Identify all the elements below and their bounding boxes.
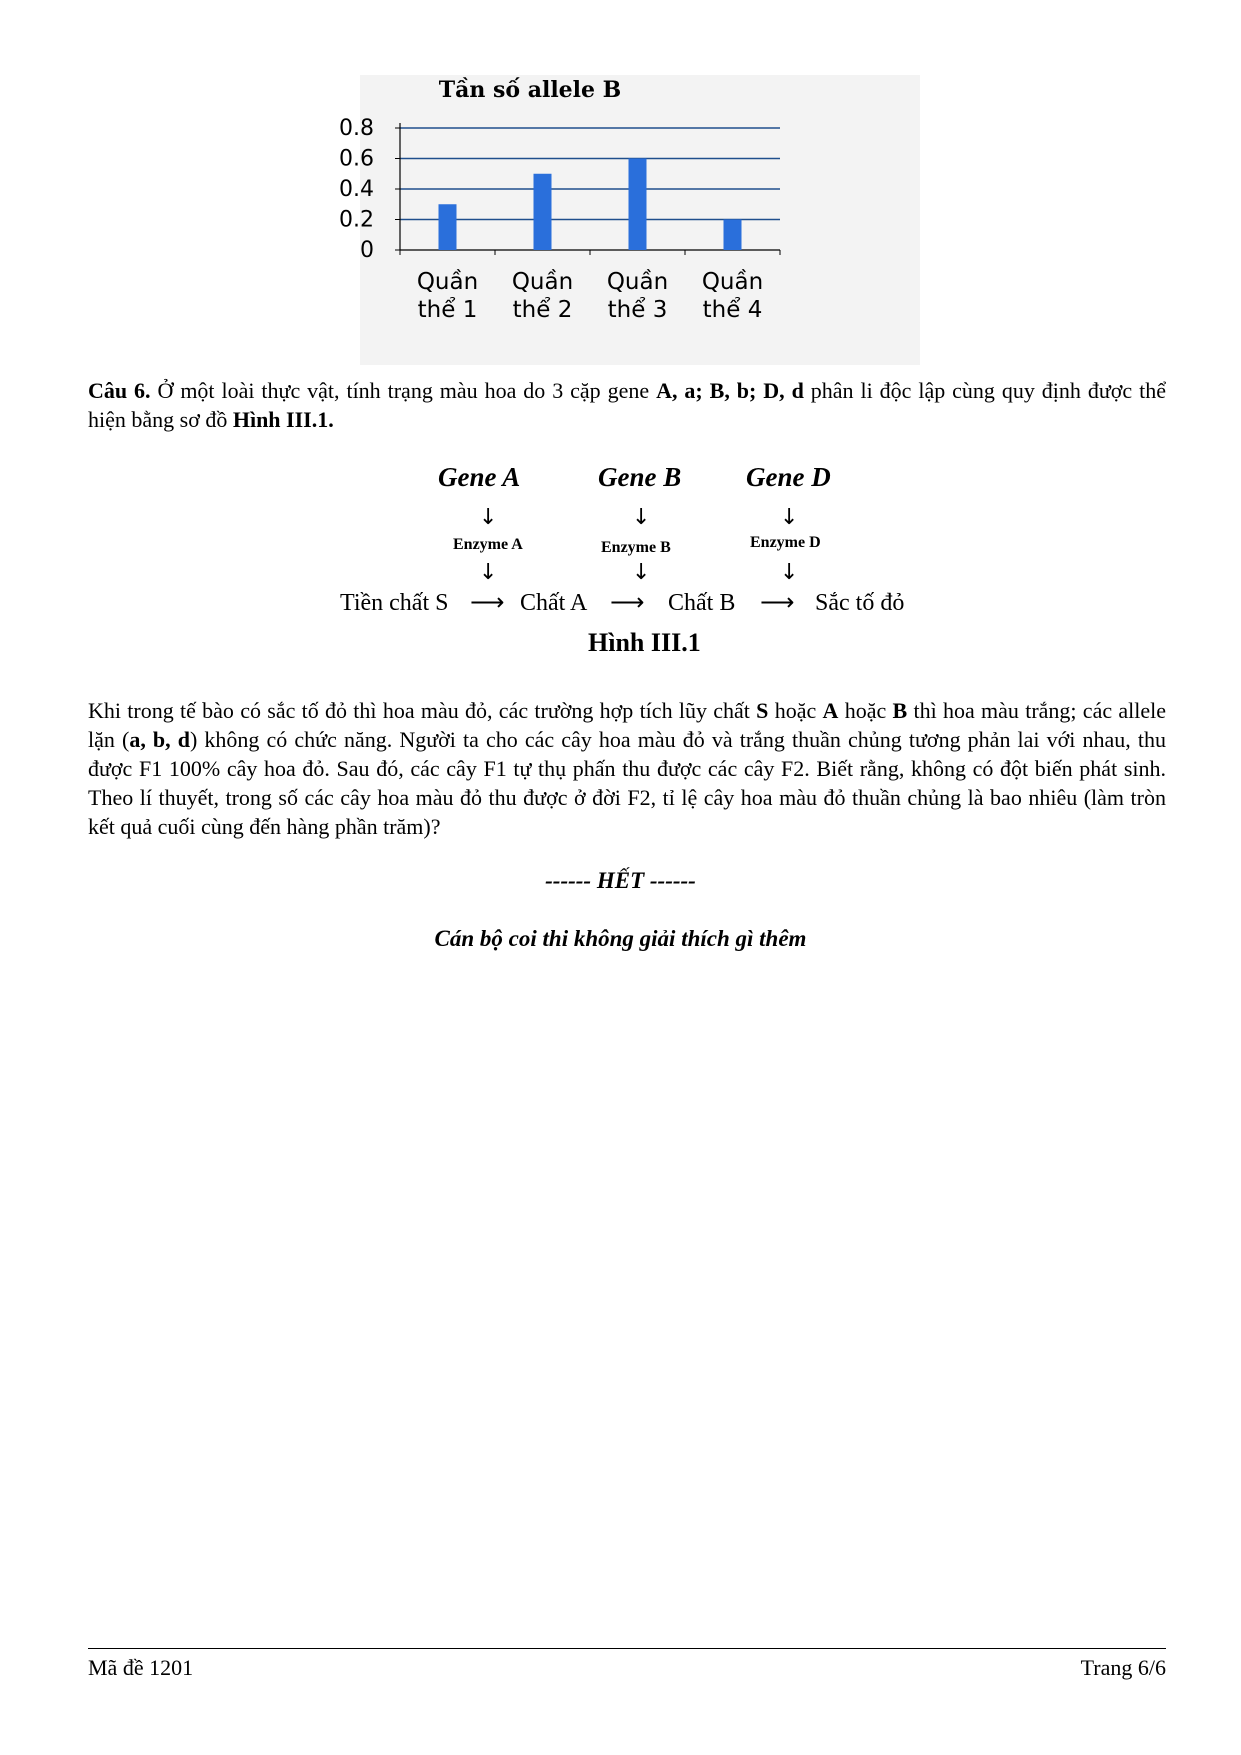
chart-svg: [339, 75, 920, 365]
pathway-diagram: [340, 462, 940, 667]
right-arrow-icon: ⟶: [610, 588, 645, 616]
question-text-2: phân li độc lập cùng quy định được thể hiện bằng sơ đồ: [88, 378, 1166, 432]
body-text-3: hoặc: [838, 698, 893, 723]
down-arrow-icon: ↓: [780, 560, 799, 585]
footer-divider: [88, 1648, 1166, 1649]
question-figure-ref: Hình III.1.: [232, 407, 334, 432]
y-tick-label: 0.2: [339, 207, 374, 233]
exam-code: Mã đề 1201: [88, 1655, 194, 1680]
y-tick-label: 0.6: [339, 146, 374, 172]
figure-caption: Hình III.1: [588, 628, 701, 657]
enzyme-a-label: Enzyme A: [453, 536, 523, 553]
y-tick-label: 0.8: [339, 116, 374, 141]
question-label: Câu 6.: [88, 378, 151, 403]
x-category-label: Quần: [701, 269, 764, 295]
question-text-1: Ở một loài thực vật, tính trạng màu hoa do 3 cặp gene: [150, 378, 657, 403]
body-a: A: [822, 698, 839, 723]
body-b: B: [892, 698, 908, 723]
body-text-4: thì hoa màu trắng; các allele lặn (: [88, 698, 1167, 752]
x-category-label: Quần: [606, 269, 669, 295]
red-pigment: Sắc tố đỏ: [815, 590, 905, 616]
question-genes: A, a; B, b; D, d: [656, 378, 804, 403]
down-arrow-icon: ↓: [479, 560, 498, 585]
down-arrow-icon: ↓: [780, 505, 799, 530]
allele-frequency-chart: [339, 75, 920, 365]
gene-d-label: Gene D: [746, 462, 831, 492]
x-category-label: Quần: [511, 269, 574, 295]
end-mark: ------ HẾT ------: [545, 868, 696, 893]
gene-a-label: Gene A: [438, 462, 521, 492]
question-body: [88, 696, 1166, 841]
bar: [629, 159, 647, 251]
down-arrow-icon: ↓: [632, 505, 651, 530]
x-category-label: thể 3: [607, 297, 668, 323]
question-6: [88, 376, 1166, 434]
body-text-5: ) không có chức năng. Người ta cho các cây hoa màu đỏ và trắng thuần chủng tương phản lai với nhau, thu được F1 100% cây hoa đỏ. Sau đó, các cây F1 tự thụ phấn thu được các cây F2. Biết rằng, không có đột biến phát sinh. Theo lí thuyết, trong số các cây hoa màu đỏ thu được ở đời F2, tỉ lệ cây hoa màu đỏ thuần chủng là bao nhiêu (làm tròn kết quả cuối cùng đến hàng phần trăm)?: [88, 727, 1166, 839]
bar: [439, 204, 457, 250]
chart-title: Tần số allele B: [438, 77, 622, 103]
bar: [724, 220, 742, 251]
body-alleles: a, b, d: [129, 727, 190, 752]
body-s: S: [756, 698, 769, 723]
down-arrow-icon: ↓: [632, 560, 651, 585]
x-category-label: thể 4: [702, 297, 763, 323]
down-arrow-icon: ↓: [479, 505, 498, 530]
x-category-label: thể 1: [417, 297, 478, 323]
precursor-s: Tiền chất S: [340, 590, 449, 616]
gene-b-label: Gene B: [598, 462, 682, 492]
y-tick-label: 0.4: [339, 177, 374, 202]
body-text-2: hoặc: [768, 698, 823, 723]
y-tick-label: 0: [360, 238, 374, 263]
substance-b: Chất B: [668, 590, 736, 616]
bar: [534, 174, 552, 250]
substance-a: Chất A: [520, 590, 588, 616]
enzyme-b-label: Enzyme B: [601, 539, 671, 556]
proctor-note: Cán bộ coi thi không giải thích gì thêm: [434, 926, 807, 951]
right-arrow-icon: ⟶: [760, 588, 795, 616]
body-text-1: Khi trong tế bào có sắc tố đỏ thì hoa màu đỏ, các trường hợp tích lũy chất: [88, 698, 757, 723]
x-category-label: thể 2: [512, 297, 573, 323]
page-number: Trang 6/6: [1080, 1655, 1166, 1680]
right-arrow-icon: ⟶: [470, 588, 505, 616]
x-category-label: Quần: [416, 269, 479, 295]
enzyme-d-label: Enzyme D: [750, 534, 821, 551]
